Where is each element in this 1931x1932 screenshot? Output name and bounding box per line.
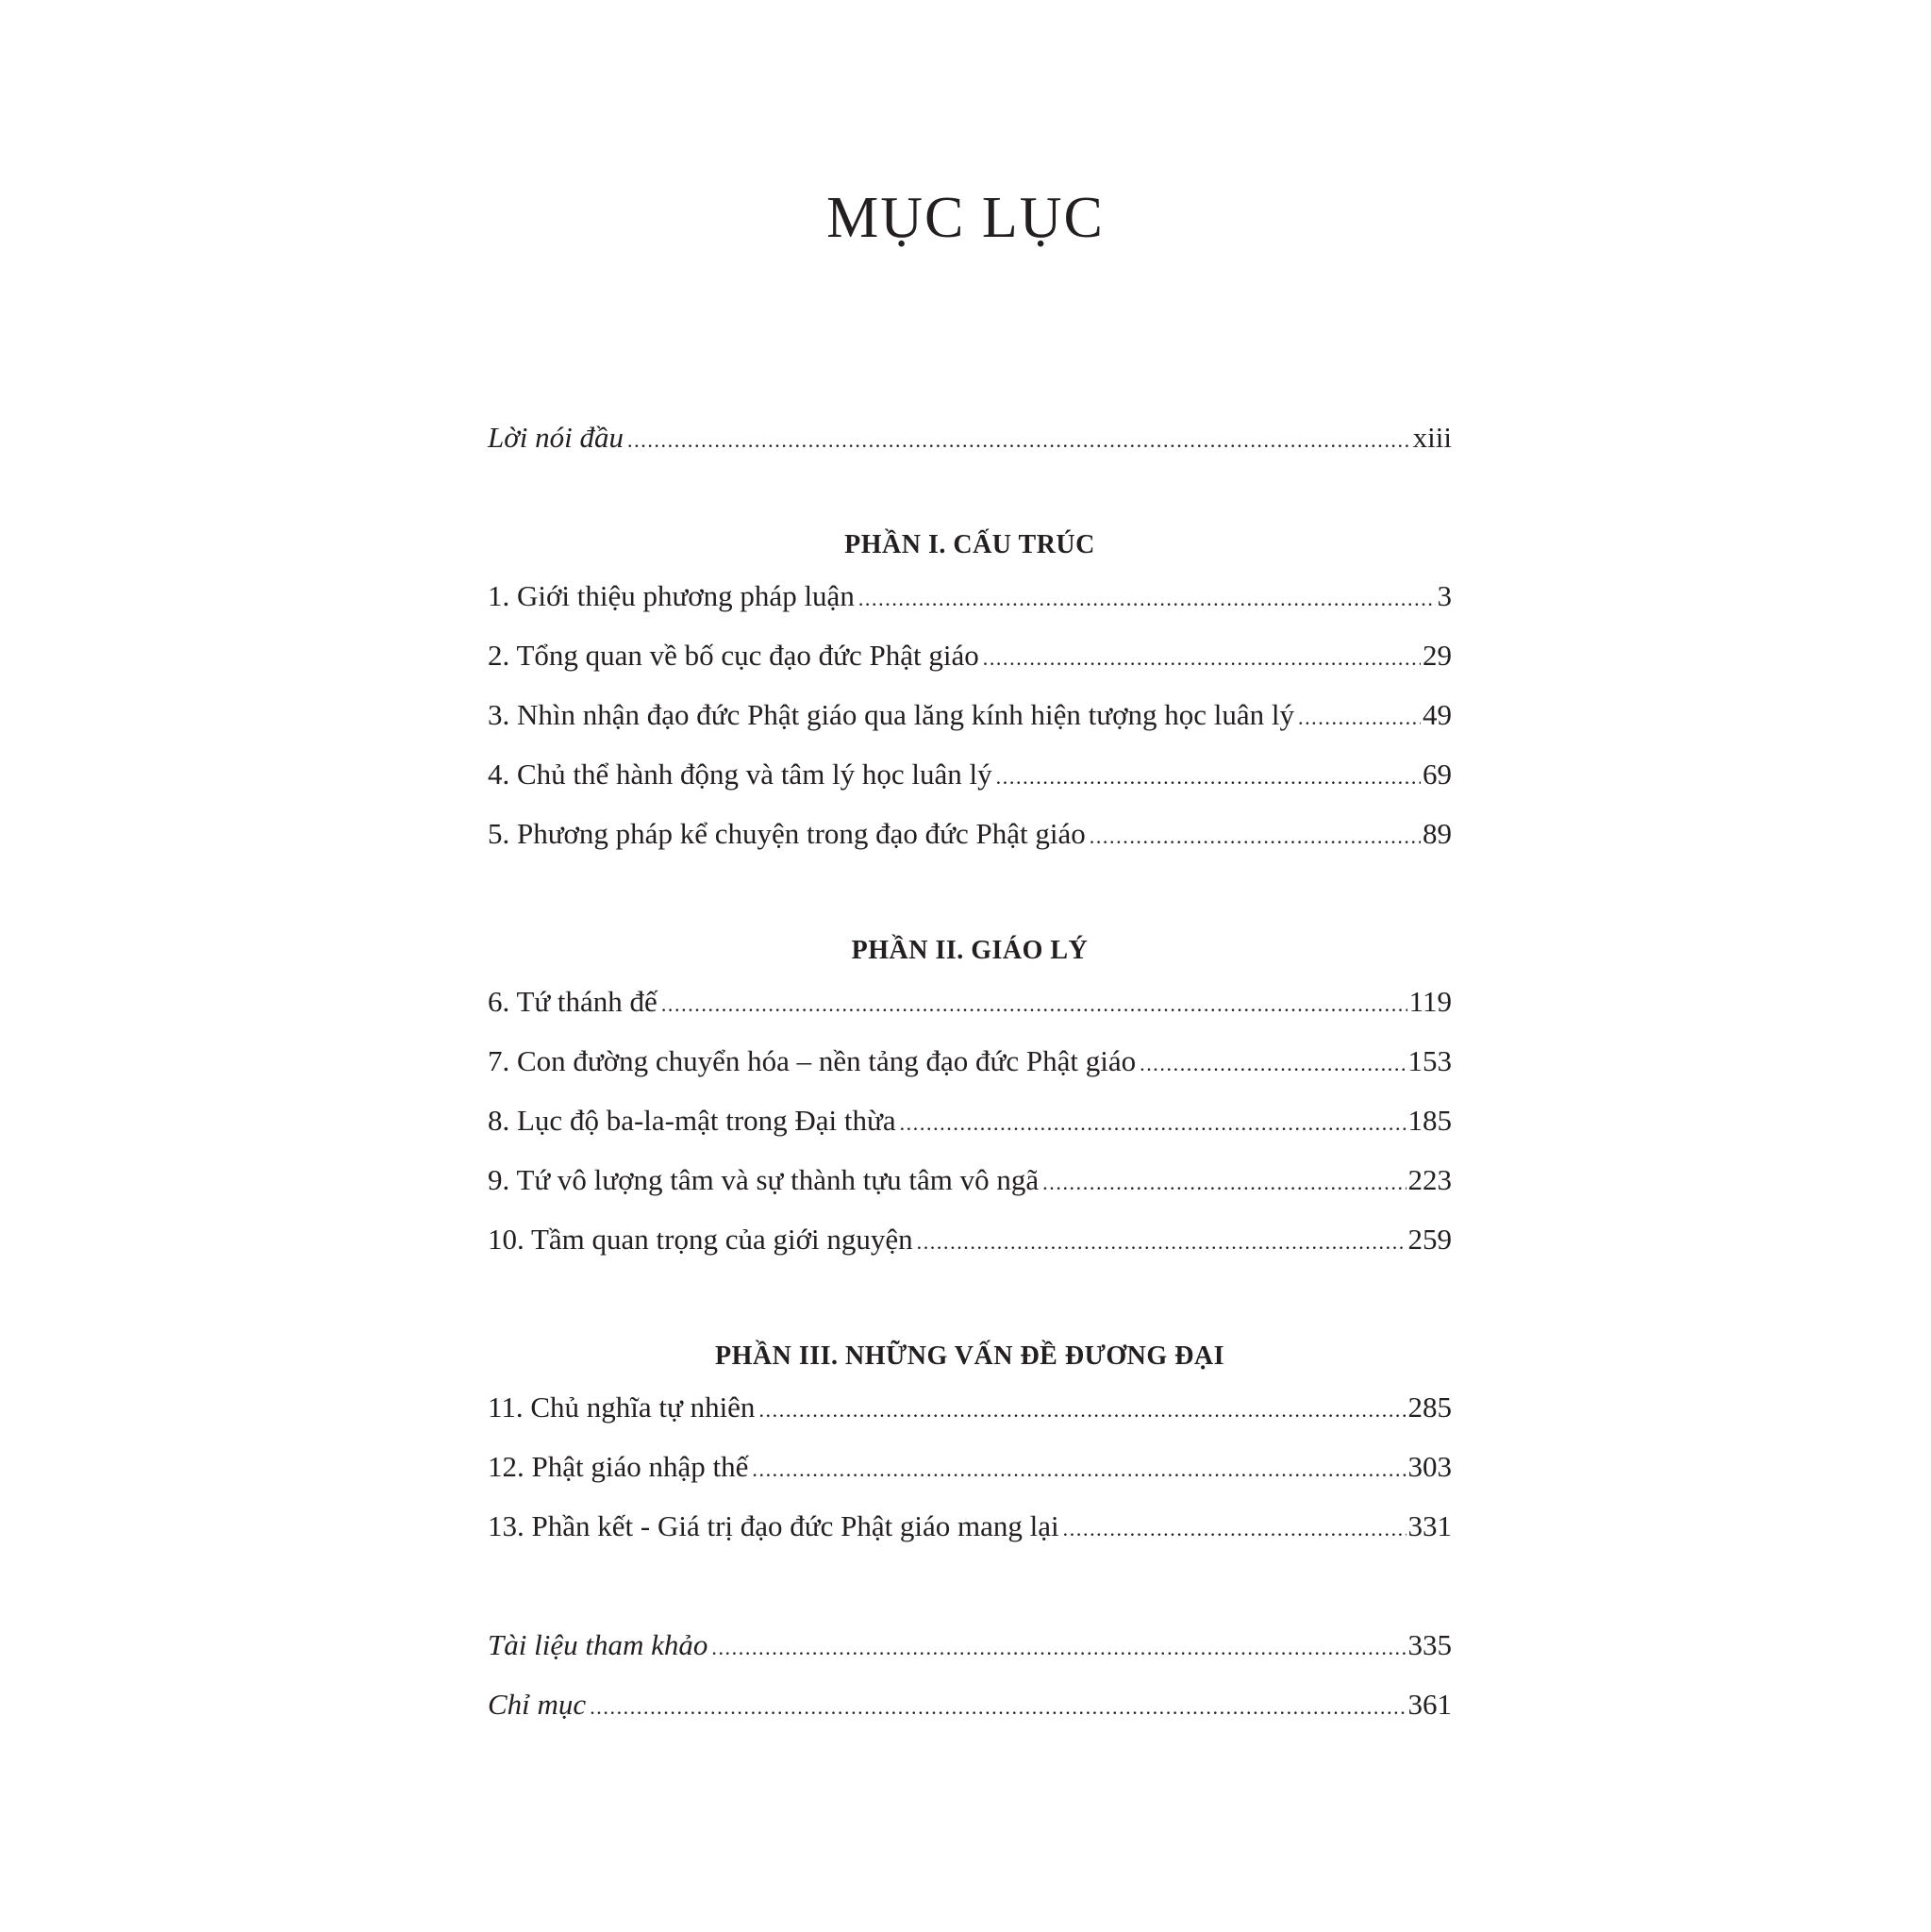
toc-entry-label: 12. Phật giáo nhập thế	[488, 1450, 749, 1483]
toc-entry-label: 1. Giới thiệu phương pháp luận	[488, 579, 855, 612]
toc-entry-label: 2. Tổng quan về bố cục đạo đức Phật giáo	[488, 639, 979, 672]
part-heading: PHẦN II. GIÁO LÝ	[851, 936, 1089, 965]
toc-entry-page: 259	[1407, 1223, 1452, 1256]
dot-leader	[590, 1689, 1406, 1726]
toc-entry-page: 223	[1407, 1163, 1452, 1196]
toc-entry-page: xiii	[1412, 421, 1452, 454]
dot-leader	[1140, 1045, 1406, 1083]
toc-entry[interactable]	[488, 1389, 1452, 1426]
toc-entry-index[interactable]	[488, 1686, 1452, 1724]
toc-entry[interactable]	[488, 577, 1452, 615]
toc-entry-label: Tài liệu tham khảo	[488, 1628, 708, 1661]
toc-entry-page: 29	[1423, 639, 1452, 672]
toc-entry[interactable]	[488, 637, 1452, 675]
toc-entry-label: 11. Chủ nghĩa tự nhiên	[488, 1391, 756, 1424]
toc-entry[interactable]	[488, 1102, 1452, 1140]
dot-leader	[661, 986, 1407, 1024]
dot-leader	[711, 1629, 1406, 1667]
toc-entry[interactable]	[488, 1161, 1452, 1199]
toc-entry-label: 9. Tứ vô lượng tâm và sự thành tựu tâm vô ngã	[488, 1163, 1040, 1196]
toc-entry-label: 4. Chủ thể hành động và tâm lý học luân lý	[488, 758, 992, 791]
toc-entry-page: 119	[1408, 985, 1452, 1018]
dot-leader	[1298, 699, 1421, 737]
toc-entry-page: 3	[1437, 579, 1452, 612]
toc-entry-label: 7. Con đường chuyển hóa – nền tảng đạo đức Phật giáo	[488, 1044, 1137, 1077]
toc-entry-label: Chỉ mục	[488, 1688, 587, 1721]
toc-entry-label: 8. Lục độ ba-la-mật trong Đại thừa	[488, 1104, 896, 1137]
toc-entry[interactable]	[488, 1042, 1452, 1080]
toc-entry-label: 5. Phương pháp kể chuyện trong đạo đức Phật giáo	[488, 817, 1086, 850]
toc-entry[interactable]	[488, 696, 1452, 734]
toc-entry[interactable]	[488, 1221, 1452, 1258]
toc-entry-page: 49	[1423, 698, 1452, 731]
toc-entry-page: 331	[1407, 1509, 1452, 1542]
dot-leader	[627, 422, 1411, 459]
toc-entry[interactable]	[488, 983, 1452, 1021]
toc-entry-page: 303	[1407, 1450, 1452, 1483]
toc-entry[interactable]	[488, 756, 1452, 793]
toc-entry-preface[interactable]	[488, 419, 1452, 457]
toc-entry-page: 185	[1407, 1104, 1452, 1137]
dot-leader	[917, 1224, 1407, 1261]
toc-entry[interactable]	[488, 1507, 1452, 1545]
dot-leader	[900, 1105, 1407, 1142]
toc-entry[interactable]	[488, 815, 1452, 853]
dot-leader	[858, 580, 1436, 618]
dot-leader	[996, 758, 1421, 796]
toc-entry-page: 89	[1423, 817, 1452, 850]
page-title: MỤC LỤC	[826, 186, 1105, 250]
toc-entry-page: 361	[1407, 1688, 1452, 1721]
toc-entry[interactable]	[488, 1448, 1452, 1486]
toc-entry-page: 285	[1407, 1391, 1452, 1424]
toc-entry-label: 10. Tầm quan trọng của giới nguyện	[488, 1223, 913, 1256]
toc-entry-page: 153	[1407, 1044, 1452, 1077]
toc-entry-label: 6. Tứ thánh đế	[488, 985, 658, 1018]
toc-entry-label: 13. Phần kết - Giá trị đạo đức Phật giáo mang lại	[488, 1509, 1059, 1542]
dot-leader	[983, 640, 1421, 677]
toc-entry-references[interactable]	[488, 1626, 1452, 1664]
toc-entry-page: 69	[1423, 758, 1452, 791]
part-heading: PHẦN III. NHỮNG VẤN ĐỀ ĐƯƠNG ĐẠI	[715, 1341, 1224, 1371]
dot-leader	[752, 1451, 1406, 1489]
dot-leader	[1042, 1164, 1406, 1202]
dot-leader	[1063, 1510, 1407, 1548]
dot-leader	[758, 1391, 1406, 1429]
toc-entry-page: 335	[1407, 1628, 1452, 1661]
toc-entry-label: 3. Nhìn nhận đạo đức Phật giáo qua lăng kính hiện tượng học luân lý	[488, 698, 1294, 731]
dot-leader	[1090, 818, 1421, 856]
toc-entry-label: Lời nói đầu	[488, 421, 624, 454]
part-heading: PHẦN I. CẤU TRÚC	[844, 530, 1095, 559]
